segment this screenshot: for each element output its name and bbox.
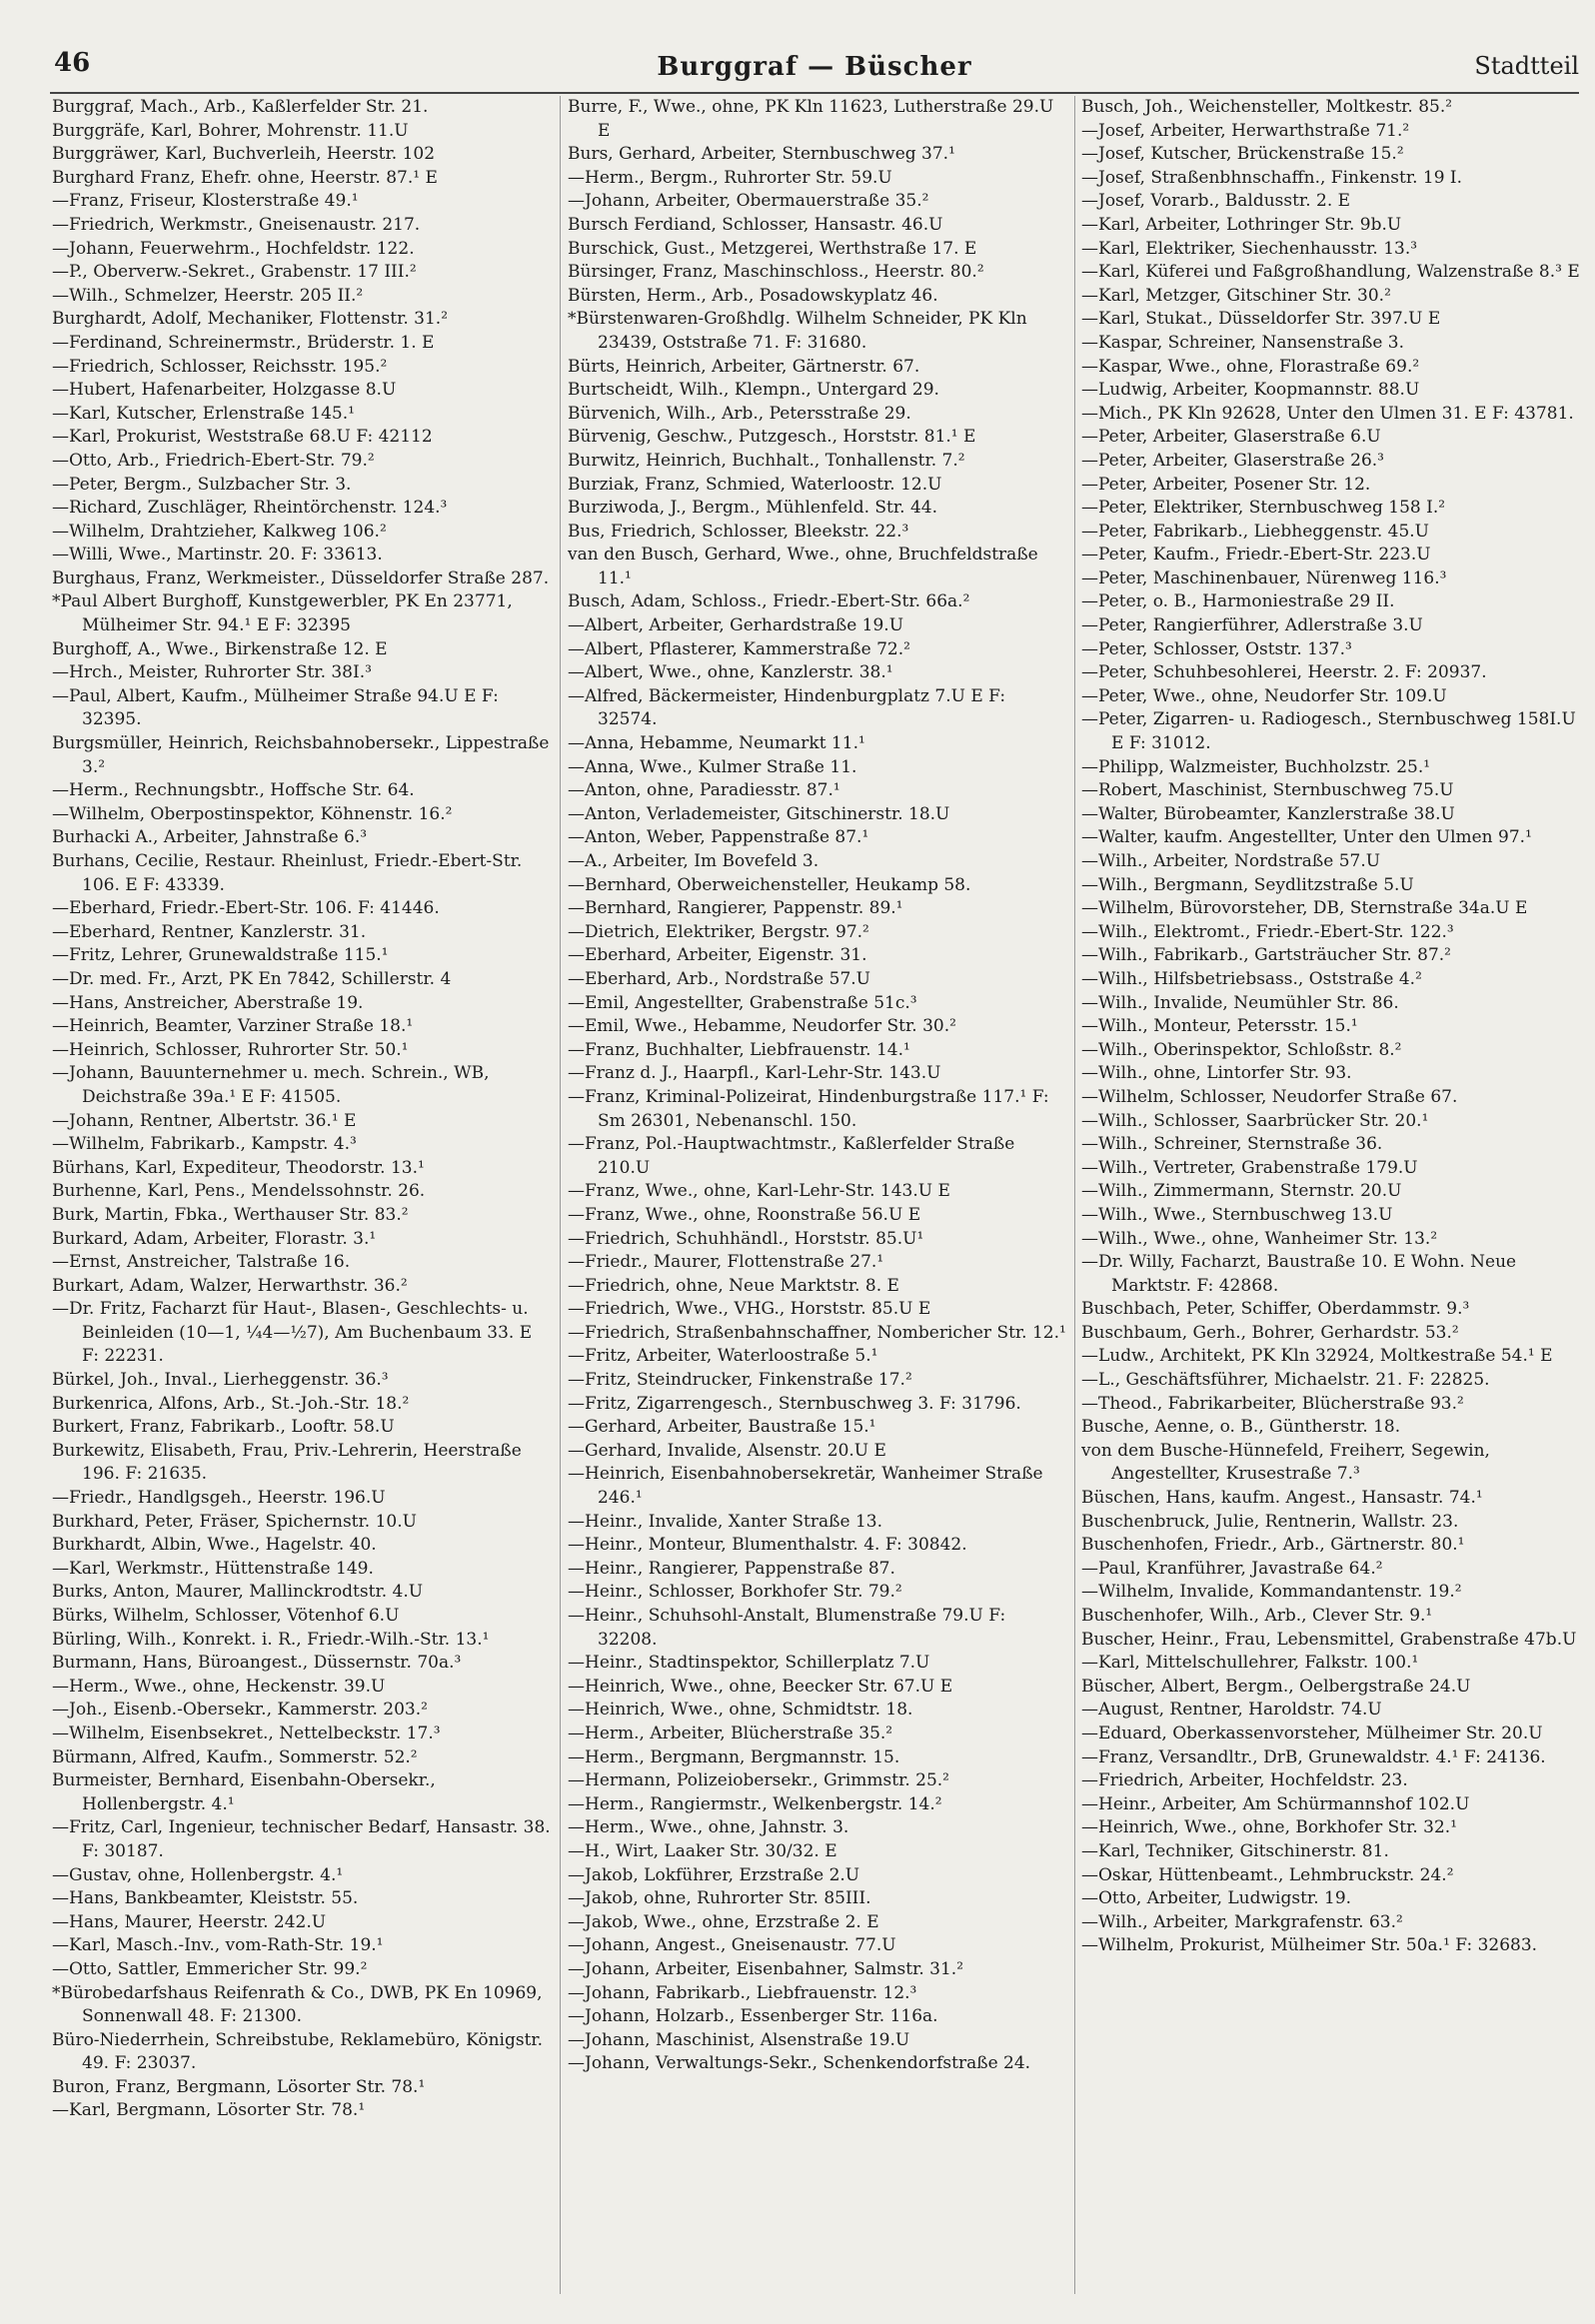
directory-entry: *Paul Albert Burghoff, Kunstgewerbler, PK En 23771, Mülheimer Str. 94.¹ E F: 32395 bbox=[52, 591, 513, 636]
directory-entry: —Herm., Bergm., Ruhrorter Str. 59.U bbox=[568, 167, 892, 188]
directory-entry: Bürkel, Joh., Inval., Lierheggenstr. 36.³ bbox=[52, 1370, 389, 1391]
directory-entry: —Eberhard, Arbeiter, Eigenstr. 31. bbox=[568, 945, 867, 966]
directory-entry: von dem Busche-Hünnefeld, Freiherr, Segewin, Angestellter, Krusestraße 7.³ bbox=[1081, 1440, 1490, 1485]
directory-entry: —Wilhelm, Schlosser, Neudorfer Straße 67. bbox=[1081, 1086, 1458, 1107]
directory-entry: —Anton, ohne, Paradiesstr. 87.¹ bbox=[568, 780, 840, 801]
directory-entry: —Wilhelm, Bürovorsteher, DB, Sternstraße 34a.U E bbox=[1081, 898, 1528, 919]
directory-entry: Burggraf, Mach., Arb., Kaßlerfelder Str. 21. bbox=[52, 97, 429, 117]
directory-entry: —Herm., Wwe., ohne, Heckenstr. 39.U bbox=[52, 1676, 386, 1697]
directory-entry: —Heinrich, Beamter, Varziner Straße 18.¹ bbox=[52, 1016, 414, 1037]
column-2 bbox=[568, 96, 1067, 2316]
directory-entry: —Heinrich, Eisenbahnobersekretär, Wanheimer Straße 246.¹ bbox=[568, 1464, 1043, 1509]
directory-entry: —Josef, Vorarb., Baldusstr. 2. E bbox=[1081, 191, 1351, 212]
directory-entry: Burghardt, Adolf, Mechaniker, Flottenstr. 31.² bbox=[52, 309, 449, 330]
directory-entry: Burghoff, A., Wwe., Birkenstraße 12. E bbox=[52, 638, 388, 659]
directory-entry: —Kaspar, Schreiner, Nansenstraße 3. bbox=[1081, 332, 1405, 353]
directory-entry: —Peter, Zigarren- u. Radiogesch., Sternbuschweg 158I.U E F: 31012. bbox=[1081, 709, 1576, 754]
directory-entry: —Paul, Kranführer, Javastraße 64.² bbox=[1081, 1558, 1383, 1579]
directory-entry: Büscher, Albert, Bergm., Oelbergstraße 24.U bbox=[1081, 1676, 1471, 1697]
directory-entry: Burkhard, Peter, Fräser, Spichernstr. 10.U bbox=[52, 1511, 417, 1532]
directory-entry: —P., Oberverw.-Sekret., Grabenstr. 17 III.² bbox=[52, 262, 417, 283]
directory-entry: —Peter, Maschinenbauer, Nürenweg 116.³ bbox=[1081, 568, 1447, 588]
directory-entry: Buron, Franz, Bergmann, Lösorter Str. 78.¹ bbox=[52, 2076, 426, 2097]
directory-entry: —Wilh., Oberinspektor, Schloßstr. 8.² bbox=[1081, 1039, 1402, 1060]
directory-entry: —Gerhard, Invalide, Alsenstr. 20.U E bbox=[568, 1440, 886, 1461]
directory-entry: Burmeister, Bernhard, Eisenbahn-Obersekr., Hollenbergstr. 4.¹ bbox=[52, 1770, 436, 1814]
directory-entry: —Franz, Buchhalter, Liebfrauenstr. 14.¹ bbox=[568, 1039, 910, 1060]
directory-entry: —Heinr., Arbeiter, Am Schürmannshof 102.U bbox=[1081, 1793, 1470, 1814]
directory-entry: Bus, Friedrich, Schlosser, Bleekstr. 22.³ bbox=[568, 521, 909, 542]
directory-entry: Burhacki A., Arbeiter, Jahnstraße 6.³ bbox=[52, 827, 368, 848]
directory-entry: —Dr. Fritz, Facharzt für Haut-, Blasen-, Geschlechts- u. Beinleiden (10—1, ¼4—½7), Am Buchenbaum 33. E F: 22231. bbox=[52, 1299, 533, 1367]
directory-entry: —Hans, Bankbeamter, Kleiststr. 55. bbox=[52, 1888, 359, 1909]
directory-entry: —Franz, Wwe., ohne, Roonstraße 56.U E bbox=[568, 1204, 921, 1225]
directory-entry: —Johann, Arbeiter, Obermauerstraße 35.² bbox=[568, 191, 929, 212]
directory-entry: —Emil, Angestellter, Grabenstraße 51c.³ bbox=[568, 992, 917, 1013]
directory-entry: —Karl, Techniker, Gitschinerstr. 81. bbox=[1081, 1840, 1389, 1861]
directory-entry: Buschbaum, Gerh., Bohrer, Gerhardstr. 53.² bbox=[1081, 1322, 1459, 1343]
directory-entry: —Albert, Arbeiter, Gerhardstraße 19.U bbox=[568, 615, 904, 636]
directory-entry: —Ludwig, Arbeiter, Koopmannstr. 88.U bbox=[1081, 380, 1420, 401]
directory-entry: Buscher, Heinr., Frau, Lebensmittel, Grabenstraße 47b.U bbox=[1081, 1629, 1577, 1650]
directory-entry: *Bürstenwaren-Großhdlg. Wilhelm Schneider, PK Kln 23439, Oststraße 71. F: 31680. bbox=[568, 309, 1027, 353]
directory-entry: —Eduard, Oberkassenvorsteher, Mülheimer Str. 20.U bbox=[1081, 1723, 1543, 1743]
directory-entry: —Otto, Arbeiter, Ludwigstr. 19. bbox=[1081, 1888, 1352, 1909]
directory-entry: —Walter, kaufm. Angestellter, Unter den Ulmen 97.¹ bbox=[1081, 827, 1532, 848]
directory-entry: —Karl, Prokurist, Weststraße 68.U F: 42112 bbox=[52, 427, 433, 448]
directory-entry: —A., Arbeiter, Im Bovefeld 3. bbox=[568, 851, 819, 871]
directory-entry: —Robert, Maschinist, Sternbuschweg 75.U bbox=[1081, 780, 1454, 801]
column-divider bbox=[1074, 96, 1075, 2294]
directory-entry: —Joh., Eisenb.-Obersekr., Kammerstr. 203.² bbox=[52, 1700, 428, 1721]
directory-entry: —Karl, Mittelschullehrer, Falkstr. 100.¹ bbox=[1081, 1653, 1419, 1674]
directory-entry: —Bernhard, Rangierer, Pappenstr. 89.¹ bbox=[568, 898, 903, 919]
directory-entry: —Heinr., Monteur, Blumenthalstr. 4. F: 30842. bbox=[568, 1535, 967, 1556]
directory-entry: —Bernhard, Oberweichensteller, Heukamp 58. bbox=[568, 874, 971, 895]
directory-entry: —Wilh., Schmelzer, Heerstr. 205 II.² bbox=[52, 285, 364, 306]
directory-entry: Burgsmüller, Heinrich, Reichsbahnobersekr., Lippestraße 3.² bbox=[52, 733, 550, 777]
directory-entry: Bürvenich, Wilh., Arb., Petersstraße 29. bbox=[568, 403, 911, 424]
directory-entry: —Heinr., Schuhsohl-Anstalt, Blumenstraße 79.U F: 32208. bbox=[568, 1606, 1006, 1650]
directory-entry: —Karl, Elektriker, Siechenhausstr. 13.³ bbox=[1081, 238, 1418, 259]
directory-entry: —Karl, Werkmstr., Hüttenstraße 149. bbox=[52, 1558, 374, 1579]
directory-entry: *Bürobedarfshaus Reifenrath & Co., DWB, PK En 10969, Sonnenwall 48. F: 21300. bbox=[52, 1982, 543, 2027]
directory-entry: —August, Rentner, Haroldstr. 74.U bbox=[1081, 1700, 1382, 1721]
directory-entry: Bürmann, Alfred, Kaufm., Sommerstr. 52.² bbox=[52, 1746, 418, 1767]
district-label: Stadtteil bbox=[1474, 52, 1579, 80]
directory-entry: —Hubert, Hafenarbeiter, Holzgasse 8.U bbox=[52, 380, 397, 401]
directory-entry: Burs, Gerhard, Arbeiter, Sternbuschweg 37.¹ bbox=[568, 144, 955, 165]
directory-entry: Bürts, Heinrich, Arbeiter, Gärtnerstr. 67. bbox=[568, 356, 920, 377]
directory-entry: —Eberhard, Rentner, Kanzlerstr. 31. bbox=[52, 921, 367, 942]
directory-entry: Bürks, Wilhelm, Schlosser, Vötenhof 6.U bbox=[52, 1606, 400, 1626]
directory-entry: Burkhardt, Albin, Wwe., Hagelstr. 40. bbox=[52, 1535, 377, 1556]
directory-entry: Burkard, Adam, Arbeiter, Florastr. 3.¹ bbox=[52, 1228, 377, 1249]
directory-entry: —Heinrich, Wwe., ohne, Schmidtstr. 18. bbox=[568, 1700, 913, 1721]
directory-entry: —Hans, Anstreicher, Aberstraße 19. bbox=[52, 992, 364, 1013]
directory-entry: —Ludw., Architekt, PK Kln 32924, Moltkestraße 54.¹ E bbox=[1081, 1346, 1553, 1367]
directory-entry: —Hrch., Meister, Ruhrorter Str. 38I.³ bbox=[52, 662, 372, 683]
directory-entry: —Johann, Arbeiter, Eisenbahner, Salmstr. 31.² bbox=[568, 1958, 964, 1979]
directory-entry: —Karl, Masch.-Inv., vom-Rath-Str. 19.¹ bbox=[52, 1935, 384, 1956]
directory-entry: —Otto, Arb., Friedrich-Ebert-Str. 79.² bbox=[52, 450, 375, 471]
directory-entry: —Jakob, Lokführer, Erzstraße 2.U bbox=[568, 1864, 860, 1885]
directory-entry: —Peter, Kaufm., Friedr.-Ebert-Str. 223.U bbox=[1081, 545, 1431, 566]
directory-entry: —Albert, Pflasterer, Kammerstraße 72.² bbox=[568, 638, 910, 659]
directory-entry: —Wilh., Fabrikarb., Gartsträucher Str. 87.² bbox=[1081, 945, 1451, 966]
directory-entry: —Wilh., Hilfsbetriebsass., Oststraße 4.² bbox=[1081, 968, 1422, 989]
page-title: Burggraf — Büscher bbox=[657, 52, 972, 82]
directory-entry: —Wilh., Zimmermann, Sternstr. 20.U bbox=[1081, 1181, 1402, 1202]
directory-entry: Burschick, Gust., Metzgerei, Werthstraße 17. E bbox=[568, 238, 977, 259]
directory-entry: —Herm., Bergmann, Bergmannstr. 15. bbox=[568, 1746, 900, 1767]
directory-entry: —Heinrich, Wwe., ohne, Beecker Str. 67.U E bbox=[568, 1676, 953, 1697]
directory-entry: —Dr. med. Fr., Arzt, PK En 7842, Schillerstr. 4 bbox=[52, 968, 452, 989]
directory-entry: —Herm., Arbeiter, Blücherstraße 35.² bbox=[568, 1723, 893, 1743]
directory-entry: —Johann, Maschinist, Alsenstraße 19.U bbox=[568, 2029, 910, 2050]
directory-entry: Burggräfe, Karl, Bohrer, Mohrenstr. 11.U bbox=[52, 120, 409, 141]
directory-entry: —Philipp, Walzmeister, Buchholzstr. 25.¹ bbox=[1081, 756, 1431, 777]
directory-entry: —Peter, Bergm., Sulzbacher Str. 3. bbox=[52, 474, 352, 495]
directory-entry: Buschenhofer, Wilh., Arb., Clever Str. 9.¹ bbox=[1081, 1606, 1433, 1626]
directory-entry: —H., Wirt, Laaker Str. 30/32. E bbox=[568, 1840, 837, 1861]
directory-entry: —Friedrich, Schlosser, Reichsstr. 195.² bbox=[52, 356, 388, 377]
directory-entry: —Heinr., Stadtinspektor, Schillerplatz 7.U bbox=[568, 1653, 930, 1674]
directory-entry: —Theod., Fabrikarbeiter, Blücherstraße 93.² bbox=[1081, 1393, 1464, 1414]
directory-entry: —Wilh., Arbeiter, Markgrafenstr. 63.² bbox=[1081, 1911, 1403, 1932]
directory-entry: —Wilh., Wwe., ohne, Wanheimer Str. 13.² bbox=[1081, 1228, 1438, 1249]
directory-entry: Buschenhofen, Friedr., Arb., Gärtnerstr. 80.¹ bbox=[1081, 1535, 1465, 1556]
directory-entry: Bürling, Wilh., Konrekt. i. R., Friedr.-Wilh.-Str. 13.¹ bbox=[52, 1629, 490, 1650]
directory-entry: Burziak, Franz, Schmied, Waterloostr. 12.U bbox=[568, 474, 942, 495]
directory-entry: —Karl, Küferei und Faßgroßhandlung, Walzenstraße 8.³ E bbox=[1081, 262, 1580, 283]
directory-entry: —Johann, Rentner, Albertstr. 36.¹ E bbox=[52, 1110, 357, 1131]
directory-entry: —Wilhelm, Eisenbsekret., Nettelbeckstr. 17.³ bbox=[52, 1723, 441, 1743]
directory-entry: —Wilh., Wwe., Sternbuschweg 13.U bbox=[1081, 1204, 1393, 1225]
directory-entry: Bürvenig, Geschw., Putzgesch., Horststr. 81.¹ E bbox=[568, 427, 976, 448]
directory-entry: —Ernst, Anstreicher, Talstraße 16. bbox=[52, 1252, 351, 1273]
directory-entry: —Friedrich, Werkmstr., Gneisenaustr. 217. bbox=[52, 214, 421, 235]
directory-entry: Bürhans, Karl, Expediteur, Theodorstr. 13.¹ bbox=[52, 1157, 425, 1178]
directory-entry: —Anton, Verlademeister, Gitschinerstr. 18.U bbox=[568, 803, 950, 824]
directory-entry: —Gerhard, Arbeiter, Baustraße 15.¹ bbox=[568, 1417, 876, 1438]
directory-entry: —Kaspar, Wwe., ohne, Florastraße 69.² bbox=[1081, 356, 1420, 377]
directory-entry: —Dr. Willy, Facharzt, Baustraße 10. E Wohn. Neue Marktstr. F: 42868. bbox=[1081, 1252, 1517, 1296]
directory-entry: —Wilhelm, Invalide, Kommandantenstr. 19.² bbox=[1081, 1582, 1462, 1603]
directory-entry: —Jakob, ohne, Ruhrorter Str. 85III. bbox=[568, 1888, 871, 1909]
directory-entry: —Josef, Straßenbhnschaffn., Finkenstr. 19 I. bbox=[1081, 167, 1463, 188]
directory-entry: —Fritz, Arbeiter, Waterloostraße 5.¹ bbox=[568, 1346, 878, 1367]
column-1 bbox=[52, 96, 552, 2316]
directory-entry: —Richard, Zuschläger, Rheintörchenstr. 124.³ bbox=[52, 498, 448, 519]
directory-entry: —Fritz, Steindrucker, Finkenstraße 17.² bbox=[568, 1370, 912, 1391]
directory-entry: —Karl, Stukat., Düsseldorfer Str. 397.U E bbox=[1081, 309, 1441, 330]
directory-entry: —Franz, Kriminal-Polizeirat, Hindenburgstraße 117.¹ F: Sm 26301, Nebenanschl. 150. bbox=[568, 1086, 1049, 1131]
directory-entry: Büschen, Hans, kaufm. Angest., Hansastr. 74.¹ bbox=[1081, 1488, 1483, 1509]
directory-entry: —Wilh., Schlosser, Saarbrücker Str. 20.¹ bbox=[1081, 1110, 1429, 1131]
directory-entry: Burkenrica, Alfons, Arb., St.-Joh.-Str. 18.² bbox=[52, 1393, 410, 1414]
directory-entry: Burkart, Adam, Walzer, Herwarthstr. 36.² bbox=[52, 1275, 408, 1296]
directory-entry: Burkert, Franz, Fabrikarb., Looftr. 58.U bbox=[52, 1417, 395, 1438]
directory-entry: —Wilh., Arbeiter, Nordstraße 57.U bbox=[1081, 851, 1381, 871]
directory-entry: Burks, Anton, Maurer, Mallinckrodtstr. 4.U bbox=[52, 1582, 424, 1603]
directory-entry: Bürsinger, Franz, Maschinschloss., Heerstr. 80.² bbox=[568, 262, 984, 283]
directory-entry: —Herm., Rangiermstr., Welkenbergstr. 14.² bbox=[568, 1793, 942, 1814]
column-3 bbox=[1081, 96, 1581, 2316]
directory-entry: Burziwoda, J., Bergm., Mühlenfeld. Str. 44. bbox=[568, 498, 937, 519]
directory-entry: Burghaus, Franz, Werkmeister., Düsseldorfer Straße 287. bbox=[52, 568, 550, 588]
directory-entry: —Paul, Albert, Kaufm., Mülheimer Straße 94.U E F: 32395. bbox=[52, 685, 499, 730]
directory-entry: —Heinr., Schlosser, Borkhofer Str. 79.² bbox=[568, 1582, 902, 1603]
column-divider bbox=[560, 96, 561, 2294]
directory-entry: Busch, Joh., Weichensteller, Moltkestr. 85.² bbox=[1081, 97, 1453, 117]
page-header bbox=[50, 46, 1579, 94]
directory-entry: Burwitz, Heinrich, Buchhalt., Tonhallenstr. 7.² bbox=[568, 450, 965, 471]
directory-entry: —Karl, Kutscher, Erlenstraße 145.¹ bbox=[52, 403, 355, 424]
directory-entry: —Ferdinand, Schreinermstr., Brüderstr. 1. E bbox=[52, 332, 435, 353]
directory-entry: —Wilh., Elektromt., Friedr.-Ebert-Str. 122.³ bbox=[1081, 921, 1454, 942]
directory-entry: —Willi, Wwe., Martinstr. 20. F: 33613. bbox=[52, 545, 383, 566]
directory-entry: —Dietrich, Elektriker, Bergstr. 97.² bbox=[568, 921, 869, 942]
directory-entry: —Peter, Arbeiter, Glaserstraße 6.U bbox=[1081, 427, 1381, 448]
directory-entry: —Josef, Arbeiter, Herwarthstraße 71.² bbox=[1081, 120, 1410, 141]
directory-entry: Buschenbruck, Julie, Rentnerin, Wallstr. 23. bbox=[1081, 1511, 1459, 1532]
directory-entry: Burre, F., Wwe., ohne, PK Kln 11623, Lutherstraße 29.U E bbox=[568, 97, 1054, 141]
directory-entry: —Heinr., Rangierer, Pappenstraße 87. bbox=[568, 1558, 895, 1579]
directory-entry: —Heinr., Invalide, Xanter Straße 13. bbox=[568, 1511, 882, 1532]
directory-entry: —Heinrich, Schlosser, Ruhrorter Str. 50.¹ bbox=[52, 1039, 409, 1060]
directory-entry: —Anton, Weber, Pappenstraße 87.¹ bbox=[568, 827, 869, 848]
directory-entry: —Peter, Wwe., ohne, Neudorfer Str. 109.U bbox=[1081, 685, 1447, 706]
directory-entry: —Peter, Elektriker, Sternbuschweg 158 I.² bbox=[1081, 498, 1446, 519]
directory-entry: —L., Geschäftsführer, Michaelstr. 21. F: 22825. bbox=[1081, 1370, 1490, 1391]
directory-entry: —Wilhelm, Fabrikarb., Kampstr. 4.³ bbox=[52, 1134, 357, 1155]
directory-entry: —Fritz, Zigarrengesch., Sternbuschweg 3. F: 31796. bbox=[568, 1393, 1021, 1414]
directory-entry: —Hans, Maurer, Heerstr. 242.U bbox=[52, 1911, 327, 1932]
directory-entry: —Josef, Kutscher, Brückenstraße 15.² bbox=[1081, 144, 1404, 165]
directory-entry: —Peter, Rangierführer, Adlerstraße 3.U bbox=[1081, 615, 1423, 636]
directory-entry: —Oskar, Hüttenbeamt., Lehmbruckstr. 24.² bbox=[1081, 1864, 1454, 1885]
directory-entry: —Peter, Arbeiter, Glaserstraße 26.³ bbox=[1081, 450, 1384, 471]
directory-entry: —Gustav, ohne, Hollenbergstr. 4.¹ bbox=[52, 1864, 344, 1885]
directory-entry: —Friedrich, Straßenbahnschaffner, Nombericher Str. 12.¹ bbox=[568, 1322, 1066, 1343]
directory-entry: —Heinrich, Wwe., ohne, Borkhofer Str. 32.¹ bbox=[1081, 1817, 1458, 1838]
directory-entry: —Eberhard, Arb., Nordstraße 57.U bbox=[568, 968, 870, 989]
directory-entry: —Mich., PK Kln 92628, Unter den Ulmen 31. E F: 43781. bbox=[1081, 403, 1574, 424]
directory-entry: —Karl, Metzger, Gitschiner Str. 30.² bbox=[1081, 285, 1391, 306]
directory-entry: —Friedrich, Schuhhändl., Horststr. 85.U¹ bbox=[568, 1228, 924, 1249]
directory-entry: —Wilh., Monteur, Petersstr. 15.¹ bbox=[1081, 1016, 1358, 1037]
directory-entry: —Franz, Pol.-Hauptwachtmstr., Kaßlerfelder Straße 210.U bbox=[568, 1134, 1015, 1178]
directory-entry: —Wilh., Invalide, Neumühler Str. 86. bbox=[1081, 992, 1399, 1013]
directory-entry: Bursch Ferdiand, Schlosser, Hansastr. 46.U bbox=[568, 214, 943, 235]
directory-entry: —Wilhelm, Prokurist, Mülheimer Str. 50a.¹ F: 32683. bbox=[1081, 1935, 1538, 1956]
directory-entry: —Franz, Wwe., ohne, Karl-Lehr-Str. 143.U E bbox=[568, 1181, 950, 1202]
directory-entry: Burghard Franz, Ehefr. ohne, Heerstr. 87.¹ E bbox=[52, 167, 438, 188]
directory-entry: —Alfred, Bäckermeister, Hindenburgplatz 7.U E F: 32574. bbox=[568, 685, 1006, 730]
directory-entry: Burhenne, Karl, Pens., Mendelssohnstr. 26. bbox=[52, 1181, 426, 1202]
directory-entry: —Peter, Arbeiter, Posener Str. 12. bbox=[1081, 474, 1371, 495]
directory-entry: —Friedrich, Wwe., VHG., Horststr. 85.U E bbox=[568, 1299, 931, 1320]
directory-entry: —Wilh., Bergmann, Seydlitzstraße 5.U bbox=[1081, 874, 1414, 895]
directory-entry: —Wilh., ohne, Lintorfer Str. 93. bbox=[1081, 1063, 1352, 1084]
directory-entry: —Peter, Schuhbesohlerei, Heerstr. 2. F: 20937. bbox=[1081, 662, 1487, 683]
directory-entry: Burhans, Cecilie, Restaur. Rheinlust, Friedr.-Ebert-Str. 106. E F: 43339. bbox=[52, 851, 523, 895]
directory-entry: Busche, Aenne, o. B., Güntherstr. 18. bbox=[1081, 1417, 1401, 1438]
directory-entry: —Otto, Sattler, Emmericher Str. 99.² bbox=[52, 1958, 368, 1979]
directory-entry: —Peter, Fabrikarb., Liebheggenstr. 45.U bbox=[1081, 521, 1430, 542]
directory-entry: —Albert, Wwe., ohne, Kanzlerstr. 38.¹ bbox=[568, 662, 893, 683]
directory-entry: —Herm., Wwe., ohne, Jahnstr. 3. bbox=[568, 1817, 849, 1838]
directory-entry: —Anna, Wwe., Kulmer Straße 11. bbox=[568, 756, 857, 777]
directory-entry: Buschbach, Peter, Schiffer, Oberdammstr. 9.³ bbox=[1081, 1299, 1470, 1320]
directory-entry: —Johann, Verwaltungs-Sekr., Schenkendorfstraße 24. bbox=[568, 2053, 1031, 2074]
directory-entry: Burkewitz, Elisabeth, Frau, Priv.-Lehrerin, Heerstraße 196. F: 21635. bbox=[52, 1440, 522, 1485]
directory-entry: —Franz d. J., Haarpfl., Karl-Lehr-Str. 143.U bbox=[568, 1063, 941, 1084]
directory-entry: —Anna, Hebamme, Neumarkt 11.¹ bbox=[568, 733, 865, 754]
page-number: 46 bbox=[54, 48, 91, 78]
directory-entry: —Friedrich, ohne, Neue Marktstr. 8. E bbox=[568, 1275, 899, 1296]
directory-entry: Busch, Adam, Schloss., Friedr.-Ebert-Str. 66a.² bbox=[568, 591, 970, 612]
directory-entry: —Johann, Holzarb., Essenberger Str. 116a. bbox=[568, 2006, 938, 2027]
directory-entry: —Wilh., Schreiner, Sternstraße 36. bbox=[1081, 1134, 1383, 1155]
directory-entry: —Johann, Bauunternehmer u. mech. Schrein., WB, Deichstraße 39a.¹ E F: 41505. bbox=[52, 1063, 490, 1107]
directory-entry: van den Busch, Gerhard, Wwe., ohne, Bruchfeldstraße 11.¹ bbox=[568, 545, 1038, 588]
directory-entry: —Wilhelm, Drahtzieher, Kalkweg 106.² bbox=[52, 521, 387, 542]
directory-entry: Burggräwer, Karl, Buchverleih, Heerstr. 102 bbox=[52, 144, 436, 165]
directory-entry: —Walter, Bürobeamter, Kanzlerstraße 38.U bbox=[1081, 803, 1455, 824]
directory-entry: —Karl, Bergmann, Lösorter Str. 78.¹ bbox=[52, 2100, 366, 2121]
directory-entry: —Friedr., Handlgsgeh., Heerstr. 196.U bbox=[52, 1488, 386, 1509]
directory-entry: —Franz, Friseur, Klosterstraße 49.¹ bbox=[52, 191, 359, 212]
directory-entry: Büro-Niederrhein, Schreibstube, Reklamebüro, Königstr. 49. F: 23037. bbox=[52, 2029, 544, 2074]
directory-entry: Burtscheidt, Wilh., Klempn., Untergard 29. bbox=[568, 380, 939, 401]
directory-entry: —Jakob, Wwe., ohne, Erzstraße 2. E bbox=[568, 1911, 879, 1932]
directory-entry: —Fritz, Lehrer, Grunewaldstraße 115.¹ bbox=[52, 945, 389, 966]
directory-entry: Burmann, Hans, Büroangest., Düssernstr. 70a.³ bbox=[52, 1653, 462, 1674]
directory-entry: —Peter, Schlosser, Oststr. 137.³ bbox=[1081, 638, 1352, 659]
directory-entry: —Johann, Fabrikarb., Liebfrauenstr. 12.³ bbox=[568, 1982, 917, 2003]
directory-entry: —Eberhard, Friedr.-Ebert-Str. 106. F: 41446. bbox=[52, 898, 440, 919]
directory-entry: —Franz, Versandltr., DrB, Grunewaldstr. 4.¹ F: 24136. bbox=[1081, 1746, 1546, 1767]
directory-entry: —Fritz, Carl, Ingenieur, technischer Bedarf, Hansastr. 38. F: 30187. bbox=[52, 1817, 551, 1861]
directory-entry: —Emil, Wwe., Hebamme, Neudorfer Str. 30.² bbox=[568, 1016, 956, 1037]
directory-entry: —Peter, o. B., Harmoniestraße 29 II. bbox=[1081, 591, 1395, 612]
directory-entry: Burk, Martin, Fbka., Werthauser Str. 83.² bbox=[52, 1204, 409, 1225]
directory-entry: —Friedrich, Arbeiter, Hochfeldstr. 23. bbox=[1081, 1770, 1408, 1791]
directory-entry: —Friedr., Maurer, Flottenstraße 27.¹ bbox=[568, 1252, 884, 1273]
directory-entry: —Johann, Angest., Gneisenaustr. 77.U bbox=[568, 1935, 896, 1956]
directory-entry: —Hermann, Polizeiobersekr., Grimmstr. 25.² bbox=[568, 1770, 950, 1791]
directory-entry: —Johann, Feuerwehrm., Hochfeldstr. 122. bbox=[52, 238, 415, 259]
directory-entry: Bürsten, Herm., Arb., Posadowskyplatz 46. bbox=[568, 285, 938, 306]
directory-entry: —Wilh., Vertreter, Grabenstraße 179.U bbox=[1081, 1157, 1418, 1178]
directory-entry: —Herm., Rechnungsbtr., Hoffsche Str. 64. bbox=[52, 780, 415, 801]
directory-entry: —Wilhelm, Oberpostinspektor, Köhnenstr. 16.² bbox=[52, 803, 453, 824]
directory-entry: —Karl, Arbeiter, Lothringer Str. 9b.U bbox=[1081, 214, 1402, 235]
